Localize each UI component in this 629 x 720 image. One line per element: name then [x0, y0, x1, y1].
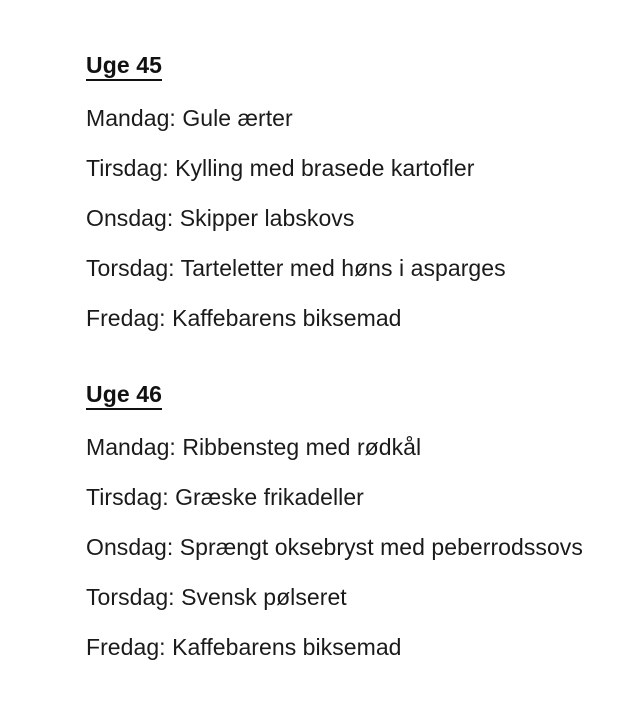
menu-line [86, 155, 619, 181]
week-heading-45 [86, 52, 619, 81]
menu-line [86, 484, 619, 510]
dish-text: Kylling med brasede kartofler [175, 155, 475, 181]
week-section-45 [86, 52, 619, 331]
menu-line [86, 434, 619, 460]
dish-text: Kaffebarens biksemad [172, 305, 402, 331]
day-label: Torsdag: [86, 255, 175, 281]
dish-text: Gule ærter [182, 105, 293, 131]
menu-line [86, 205, 619, 231]
dish-text: Tarteletter med høns i asparges [180, 255, 506, 281]
menu-line [86, 584, 619, 610]
day-label: Tirsdag: [86, 155, 169, 181]
day-label: Mandag: [86, 434, 176, 460]
dish-text: Ribbensteg med rødkål [182, 434, 422, 460]
week-section-46 [86, 381, 619, 660]
day-label: Torsdag: [86, 584, 175, 610]
menu-line [86, 534, 619, 560]
document-body [86, 52, 619, 660]
week-heading-45-text: Uge 45 [86, 52, 162, 81]
dish-text: Græske frikadeller [175, 484, 364, 510]
menu-line [86, 105, 619, 131]
menu-line [86, 634, 619, 660]
day-label: Onsdag: [86, 205, 174, 231]
menu-list-week-45 [86, 105, 619, 331]
day-label: Mandag: [86, 105, 176, 131]
dish-text: Sprængt oksebryst med peberrodssovs [179, 534, 583, 560]
menu-line [86, 255, 619, 281]
week-heading-46 [86, 381, 619, 410]
day-label: Onsdag: [86, 534, 174, 560]
day-label: Fredag: [86, 634, 166, 660]
day-label: Tirsdag: [86, 484, 169, 510]
dish-text: Svensk pølseret [181, 584, 347, 610]
day-label: Fredag: [86, 305, 166, 331]
menu-line [86, 305, 619, 331]
week-heading-46-text: Uge 46 [86, 381, 162, 410]
menu-list-week-46 [86, 434, 619, 660]
dish-text: Kaffebarens biksemad [172, 634, 402, 660]
dish-text: Skipper labskovs [179, 205, 355, 231]
